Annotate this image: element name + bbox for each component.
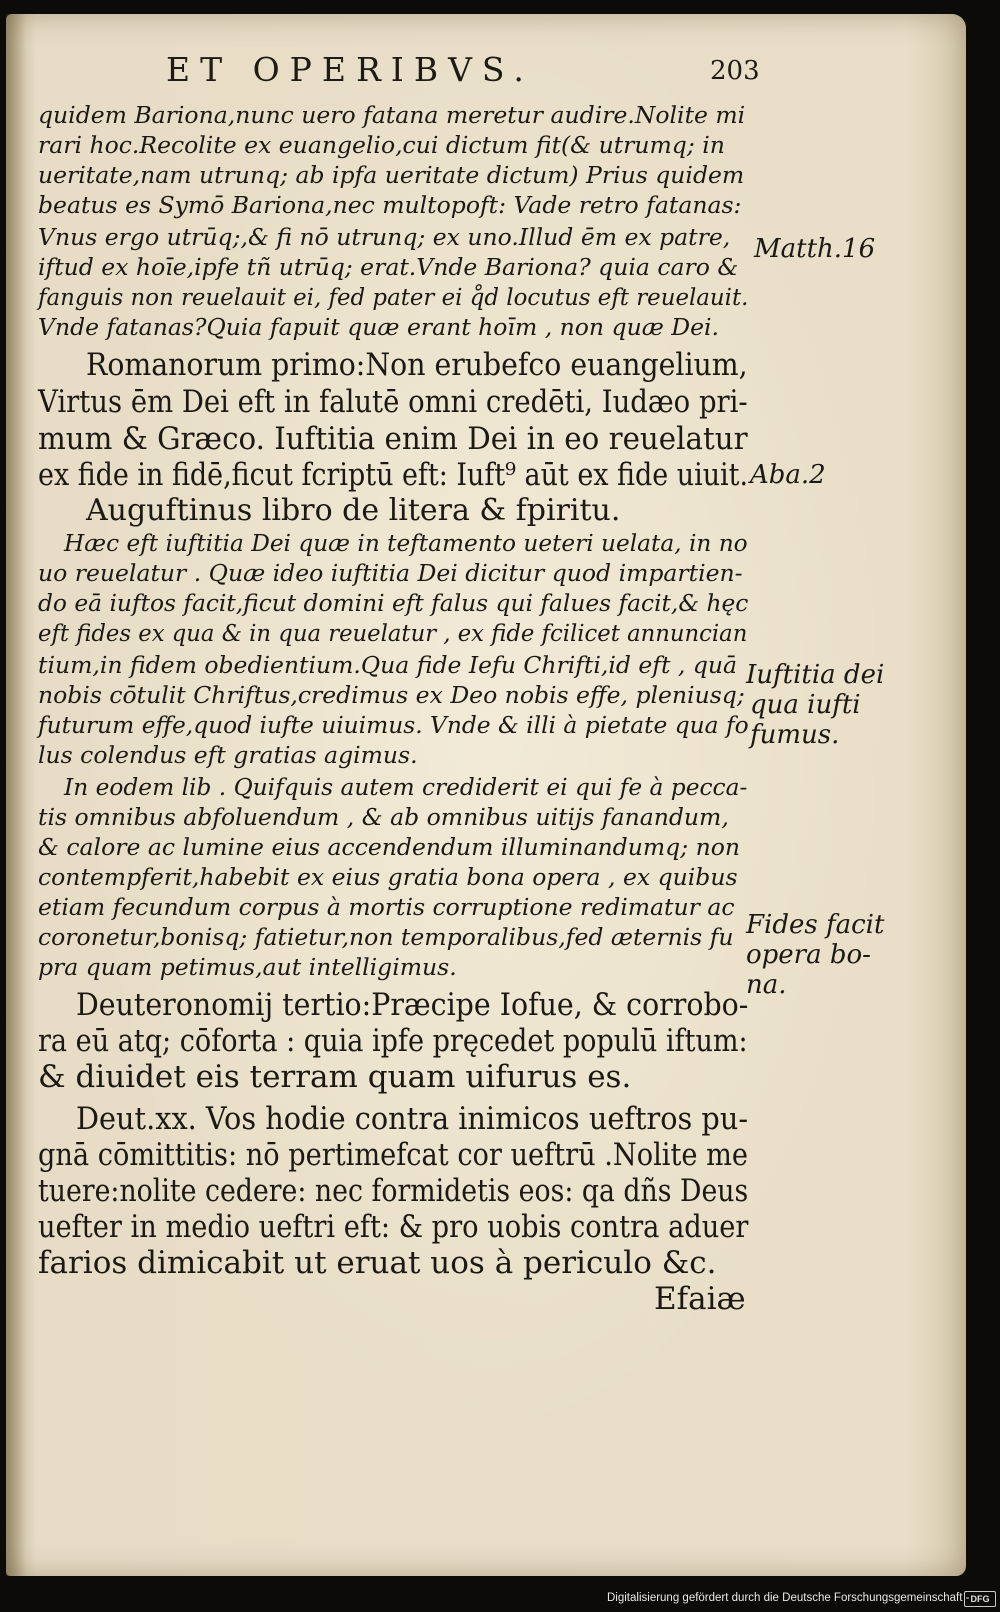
text-line-8: Vnde fatanas?Quia fapuit quæ erant hoīm , non quæ Dei. xyxy=(38,313,719,341)
text-line-6: iftud ex hoīe,ipfe tñ utrūq; erat.Vnde Bariona? quia caro & xyxy=(38,253,739,281)
text-line-30: ra eū atq; cōforta : quia ipfe pręcedet populū iftum: xyxy=(38,1023,748,1059)
margin-note-aba: Aba.2 xyxy=(750,460,826,490)
text-line-21: lus colendus eft gratias agimus. xyxy=(38,741,418,769)
text-line-3: ueritate,nam utrunq; ab ipfa ueritate dictum) Prius quidem xyxy=(38,161,745,189)
text-line-20: futurum effe,quod iufte uiuimus. Vnde & illi à pietate qua fo xyxy=(38,711,749,739)
text-line-5: Vnus ergo utrūq;,& fi nō utrunq; ex uno.Illud ēm ex patre, xyxy=(38,223,731,251)
text-line-33: gnā cōmittitis: nō pertimefcat cor ueftrū .Nolite me xyxy=(38,1137,748,1173)
text-line-12: ex fide in fidē,ficut fcriptū eft: Iuft⁹ aūt ex fide uiuit. xyxy=(38,457,749,493)
catchword: Efaiæ xyxy=(654,1281,746,1317)
text-line-4: beatus es Symō Bariona,nec multopoft: Vade retro fatanas: xyxy=(38,191,742,219)
margin-note-iustitia-1: Iuftitia dei xyxy=(746,660,885,690)
text-line-22: In eodem lib . Quifquis autem crediderit ei qui fe à pecca- xyxy=(64,773,748,801)
text-line-25: contempferit,habebit ex eius gratia bona opera , ex quibus xyxy=(38,863,738,891)
text-line-36: farios dimicabit ut eruat uos à periculo &c. xyxy=(38,1245,717,1281)
text-line-14: Hæc eft iuftitia Dei quæ in teftamento ueteri uelata, in no xyxy=(64,529,748,557)
text-line-16: do eā iuftos facit,ficut domini eft falus qui falues facit,& hęc xyxy=(38,589,749,617)
text-line-11: mum & Græco. Iuftitia enim Dei in eo reuelatur xyxy=(38,421,748,457)
running-title: ET OPERIBVS. xyxy=(166,50,534,89)
book-page xyxy=(6,14,966,1576)
text-line-2: rari hoc.Recolite ex euangelio,cui dictum fit(& utrumq; in xyxy=(38,131,725,159)
text-line-28: pra quam petimus,aut intelligimus. xyxy=(38,953,457,981)
text-line-23: tis omnibus abfoluendum , & ab omnibus uitijs fanandum, xyxy=(38,803,729,831)
text-line-29: Deuteronomij tertio:Præcipe Iofue, & corrobo- xyxy=(76,987,749,1023)
margin-note-iustitia-3: fumus. xyxy=(750,720,840,750)
text-line-35: uefter in medio ueftri eft: & pro uobis contra aduer xyxy=(38,1209,749,1245)
text-line-34: tuere:nolite cedere: nec formidetis eos: qa dñs Deus xyxy=(38,1173,749,1209)
margin-note-matth: Matth.16 xyxy=(754,234,876,264)
margin-note-iustitia-2: qua iufti xyxy=(750,690,861,720)
text-line-9: Romanorum primo:Non erubefco euangelium, xyxy=(86,347,748,383)
text-line-27: coronetur,bonisq; fatietur,non temporalibus,fed æternis fu xyxy=(38,923,734,951)
text-line-17: eft fides ex qua & in qua reuelatur , ex fide fcilicet annuncian xyxy=(38,619,748,647)
folio-number: 203 xyxy=(710,56,760,86)
dfg-logo: DFG xyxy=(964,1591,996,1607)
margin-note-fides-3: na. xyxy=(746,970,787,1000)
gutter-shadow xyxy=(6,14,26,1576)
text-line-19: nobis cōtulit Chriftus,credimus ex Deo nobis effe, pleniusq; xyxy=(38,681,745,709)
text-line-7: fanguis non reuelauit ei, fed pater ei q̊d locutus eft reuelauit. xyxy=(38,283,749,311)
text-line-15: uo reuelatur . Quæ ideo iuftitia Dei dicitur quod impartien- xyxy=(38,559,743,587)
text-line-1: quidem Bariona,nunc uero fatana meretur audire.Nolite mi xyxy=(38,101,746,129)
margin-note-fides-1: Fides facit xyxy=(746,910,885,940)
section-rubric-augustinus: Auguftinus libro de litera & fpiritu. xyxy=(86,493,621,528)
margin-note-fides-2: opera bo- xyxy=(746,940,871,970)
text-line-31: & diuidet eis terram quam uifurus es. xyxy=(38,1059,632,1095)
digitization-credit: Digitalisierung gefördert durch die Deutsche Forschungsgemeinschaft - xyxy=(607,1592,970,1604)
text-line-32: Deut.xx. Vos hodie contra inimicos ueftros pu- xyxy=(76,1101,749,1137)
text-line-24: & calore ac lumine eius accendendum illuminandumq; non xyxy=(38,833,740,861)
text-line-10: Virtus ēm Dei eft in falutē omni credēti, Iudæo pri- xyxy=(38,384,748,420)
text-line-18: tium,in fidem obedientium.Qua fide Iefu Chrifti,id eft , quā xyxy=(38,651,738,679)
text-line-26: etiam fecundum corpus à mortis corruptione redimatur ac xyxy=(38,893,735,921)
